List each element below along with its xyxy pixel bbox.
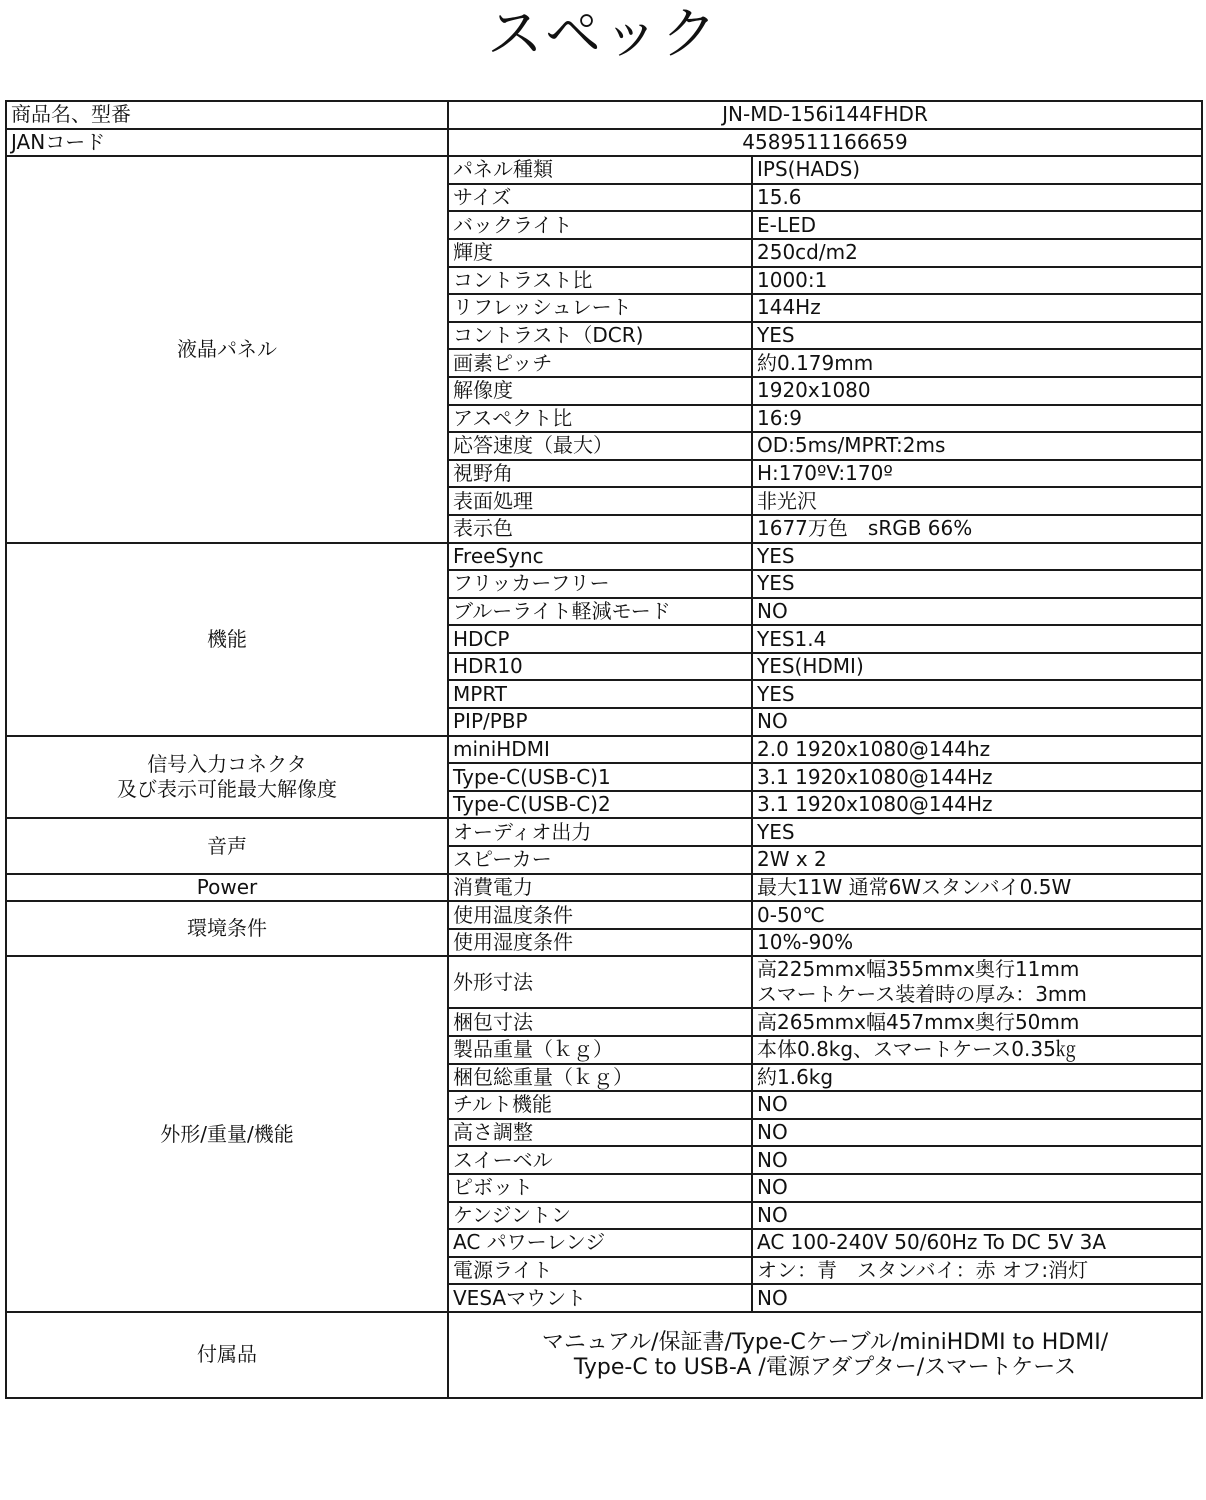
spec-value: OD:5ms/MPRT:2ms: [752, 432, 1202, 460]
spec-value: 1677万色 sRGB 66%: [752, 515, 1202, 543]
spec-value: 15.6: [752, 184, 1202, 212]
spec-label: ケンジントン: [448, 1202, 752, 1230]
spec-value: YES: [752, 322, 1202, 350]
spec-value: 2.0 1920x1080@144hz: [752, 736, 1202, 764]
spec-value: YES1.4: [752, 625, 1202, 653]
spec-label: 製品重量（ｋｇ）: [448, 1036, 752, 1064]
spec-value: 3.1 1920x1080@144Hz: [752, 763, 1202, 791]
spec-label: ブルーライト軽減モード: [448, 598, 752, 626]
spec-value: オン：青 スタンバイ：赤 オフ:消灯: [752, 1257, 1202, 1285]
table-row: [6, 736, 1202, 764]
table-row: [6, 956, 1202, 1008]
spec-label: コントラスト（DCR): [448, 322, 752, 350]
table-row-product-name: [6, 101, 1202, 129]
product-name-value: JN-MD-156i144FHDR: [448, 101, 1202, 129]
spec-value: YES(HDMI): [752, 653, 1202, 681]
spec-label: PIP/PBP: [448, 708, 752, 736]
jan-value: 4589511166659: [448, 129, 1202, 157]
category-cell: 機能: [6, 543, 448, 736]
category-cell: 液晶パネル: [6, 156, 448, 542]
spec-label: コントラスト比: [448, 267, 752, 295]
spec-value: 約0.179mm: [752, 349, 1202, 377]
spec-value: NO: [752, 1202, 1202, 1230]
spec-value: 高225mmx幅355mmx奥行11mm スマートケース装着時の厚み：3mm: [752, 956, 1202, 1008]
product-name-label: 商品名、型番: [6, 101, 448, 129]
spec-value: NO: [752, 1091, 1202, 1119]
spec-label: 視野角: [448, 460, 752, 488]
table-row: [6, 543, 1202, 571]
spec-value: YES: [752, 543, 1202, 571]
spec-label: 高さ調整: [448, 1119, 752, 1147]
spec-label: 使用湿度条件: [448, 929, 752, 957]
spec-value: YES: [752, 680, 1202, 708]
spec-label: 電源ライト: [448, 1257, 752, 1285]
spec-value: 16:9: [752, 405, 1202, 433]
spec-table-body: [6, 101, 1202, 1398]
spec-value: YES: [752, 818, 1202, 846]
spec-value: 10%-90%: [752, 929, 1202, 957]
page-title: スペック: [487, 2, 719, 67]
spec-value: 約1.6kg: [752, 1064, 1202, 1092]
spec-label: 画素ピッチ: [448, 349, 752, 377]
category-cell: Power: [6, 874, 448, 902]
spec-label: オーディオ出力: [448, 818, 752, 846]
spec-value: 144Hz: [752, 294, 1202, 322]
table-row: [6, 901, 1202, 929]
spec-value: AC 100-240V 50/60Hz To DC 5V 3A: [752, 1229, 1202, 1257]
spec-label: 消費電力: [448, 874, 752, 902]
spec-value: 高265mmx幅457mmx奥行50mm: [752, 1008, 1202, 1036]
spec-value: 1000:1: [752, 267, 1202, 295]
spec-label: FreeSync: [448, 543, 752, 571]
spec-value: 1920x1080: [752, 377, 1202, 405]
accessories-value: マニュアル/保証書/Type-Cケーブル/miniHDMI to HDMI/ Type-C to USB-A /電源アダプター/スマートケース: [448, 1312, 1202, 1398]
spec-label: バックライト: [448, 211, 752, 239]
spec-label: 外形寸法: [448, 956, 752, 1008]
spec-table: [5, 100, 1203, 1399]
table-row: [6, 818, 1202, 846]
spec-value: NO: [752, 1284, 1202, 1312]
spec-value: NO: [752, 708, 1202, 736]
spec-value: 2W x 2: [752, 846, 1202, 874]
spec-label: 輝度: [448, 239, 752, 267]
spec-label: 応答速度（最大）: [448, 432, 752, 460]
spec-label: VESAマウント: [448, 1284, 752, 1312]
accessories-label: 付属品: [6, 1312, 448, 1398]
spec-label: パネル種類: [448, 156, 752, 184]
spec-label: Type-C(USB-C)2: [448, 791, 752, 819]
jan-label: JANコード: [6, 129, 448, 157]
spec-value: YES: [752, 570, 1202, 598]
spec-value: NO: [752, 1146, 1202, 1174]
spec-label: 梱包総重量（ｋｇ）: [448, 1064, 752, 1092]
spec-label: MPRT: [448, 680, 752, 708]
spec-value: NO: [752, 1174, 1202, 1202]
spec-label: HDCP: [448, 625, 752, 653]
spec-label: スピーカー: [448, 846, 752, 874]
spec-label: サイズ: [448, 184, 752, 212]
category-cell: 環境条件: [6, 901, 448, 956]
spec-label: miniHDMI: [448, 736, 752, 764]
spec-value: 250cd/m2: [752, 239, 1202, 267]
spec-label: 解像度: [448, 377, 752, 405]
spec-value: H:170ºV:170º: [752, 460, 1202, 488]
spec-value: 0-50℃: [752, 901, 1202, 929]
spec-label: スイーベル: [448, 1146, 752, 1174]
spec-label: 使用温度条件: [448, 901, 752, 929]
spec-label: AC パワーレンジ: [448, 1229, 752, 1257]
spec-label: リフレッシュレート: [448, 294, 752, 322]
spec-value: NO: [752, 598, 1202, 626]
table-row: [6, 874, 1202, 902]
spec-label: 表面処理: [448, 487, 752, 515]
category-cell: 信号入力コネクタ 及び表示可能最大解像度: [6, 736, 448, 819]
spec-value: IPS(HADS): [752, 156, 1202, 184]
spec-label: アスペクト比: [448, 405, 752, 433]
spec-value: 最大11W 通常6Wスタンバイ0.5W: [752, 874, 1202, 902]
spec-label: フリッカーフリー: [448, 570, 752, 598]
spec-label: HDR10: [448, 653, 752, 681]
spec-value: NO: [752, 1119, 1202, 1147]
spec-value: 本体0.8kg、スマートケース0.35㎏: [752, 1036, 1202, 1064]
spec-value: 非光沢: [752, 487, 1202, 515]
spec-label: 表示色: [448, 515, 752, 543]
category-cell: 音声: [6, 818, 448, 873]
spec-value: 3.1 1920x1080@144Hz: [752, 791, 1202, 819]
spec-label: Type-C(USB-C)1: [448, 763, 752, 791]
spec-label: チルト機能: [448, 1091, 752, 1119]
category-cell: 外形/重量/機能: [6, 956, 448, 1312]
table-row-jan: [6, 129, 1202, 157]
table-row-accessories: [6, 1312, 1202, 1398]
spec-label: ピボット: [448, 1174, 752, 1202]
spec-label: 梱包寸法: [448, 1008, 752, 1036]
spec-value: E-LED: [752, 211, 1202, 239]
table-row: [6, 156, 1202, 184]
